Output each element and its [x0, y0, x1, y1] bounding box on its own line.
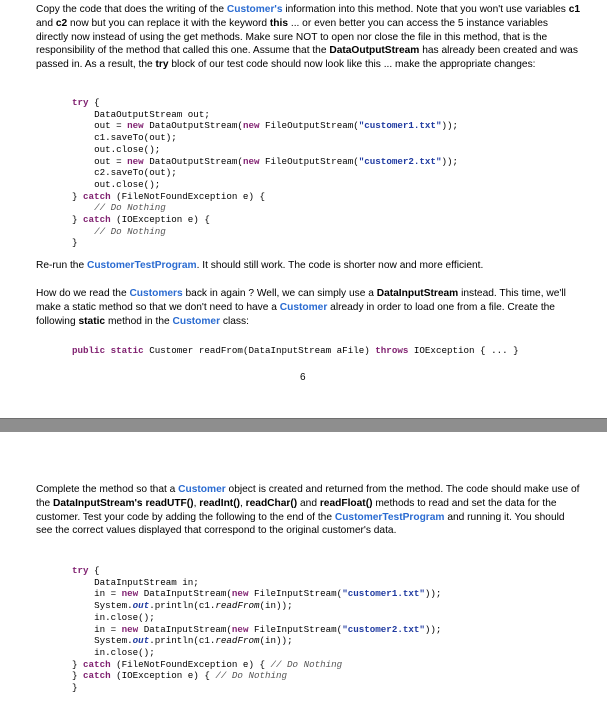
code-comment: // Do Nothing — [270, 658, 343, 670]
code-line: in.close(); — [94, 611, 155, 623]
class-name-customertestprogram: CustomerTestProgram — [334, 511, 445, 523]
code-line: in.close(); — [94, 646, 155, 658]
code-text: { — [88, 565, 100, 576]
text-run: block of our test code should now look like this ... make the appropriate changes: — [168, 59, 536, 71]
class-name-datainputstream: DataInputStream — [376, 288, 459, 299]
text-run: . It should still work. The code is shorter now and more efficient. — [196, 260, 484, 271]
complete-method-paragraph — [36, 483, 581, 538]
class-name-customers: Customers — [129, 288, 183, 299]
text-run: object is created and returned from the method. The code should make use of the — [36, 484, 580, 509]
code-keyword: static — [110, 345, 144, 356]
code-method-signature — [72, 345, 519, 357]
text-run: back in again ? Well, we can simply use a — [182, 288, 377, 299]
method-readfloat: readFloat() — [319, 497, 373, 509]
document-page-7 — [0, 432, 607, 701]
code-text: )); — [424, 588, 442, 600]
code-string: "customer2.txt" — [342, 623, 425, 635]
text-run: now but you can replace it with the keyword — [67, 17, 270, 29]
class-name-datainputstream: DataInputStream's — [53, 497, 143, 509]
code-keyword: new — [127, 155, 144, 167]
code-text: )); — [424, 623, 442, 635]
code-text: (FileNotFoundException e) { — [110, 190, 265, 202]
code-text: out = — [94, 120, 128, 132]
code-comment: // Do Nothing — [94, 202, 166, 214]
code-text: .println(c1. — [149, 635, 216, 647]
code-method: readFrom — [215, 635, 260, 647]
code-text: FileOutputStream( — [259, 120, 359, 132]
text-run: instead. This time, we'll make a static method so that we don't need to have a — [36, 288, 566, 313]
code-string: "customer1.txt" — [358, 120, 442, 132]
code-keyword: public — [72, 345, 106, 356]
code-comment: // Do Nothing — [94, 225, 166, 237]
text-run: and — [297, 497, 320, 509]
code-keyword: catch — [83, 658, 111, 670]
text-run: class: — [220, 315, 249, 327]
class-name-customer: Customer's — [226, 4, 283, 15]
code-text: in = — [94, 623, 122, 635]
code-text: FileOutputStream( — [259, 155, 359, 167]
code-text: Customer readFrom(DataInputStream aFile) — [143, 345, 376, 356]
code-string: "customer2.txt" — [358, 155, 442, 167]
code-method: readFrom — [215, 600, 260, 612]
code-text: )); — [441, 155, 458, 167]
code-text: IOException { ... } — [408, 345, 519, 356]
variable-c1: c1 — [568, 4, 581, 15]
code-text: } — [72, 214, 78, 226]
read-back-paragraph — [36, 287, 581, 328]
code-text: } — [72, 190, 78, 202]
text-run: Re-run the — [36, 260, 87, 271]
code-text: } — [72, 237, 78, 249]
code-text: (IOException e) { — [110, 214, 210, 226]
text-run: , — [193, 497, 200, 509]
code-keyword: new — [231, 623, 249, 635]
code-line: out.close(); — [94, 143, 161, 155]
code-block-write — [72, 97, 458, 249]
code-text: (in)); — [259, 635, 293, 647]
code-keyword: try — [72, 565, 89, 576]
text-run: information into this method. Note that you won't use variables — [282, 4, 569, 15]
code-keyword: catch — [83, 214, 111, 226]
text-run: , — [239, 497, 246, 509]
code-field: out — [132, 600, 150, 612]
code-keyword: new — [127, 120, 144, 132]
code-text: } — [72, 670, 78, 682]
text-run: methods to read and set the data for the customer. Test your code by adding the following to the end of the — [36, 497, 557, 523]
class-name-customertestprogram: CustomerTestProgram — [86, 260, 197, 271]
text-run: and running it. You should see the correct values displayed that correspond to the original customer's data. — [36, 511, 565, 537]
code-text: System. — [94, 600, 133, 612]
code-text: (IOException e) { — [110, 670, 216, 682]
code-string: "customer1.txt" — [342, 588, 425, 600]
class-name-dataoutputstream: DataOutputStream — [329, 45, 420, 57]
code-text: FileInputStream( — [248, 623, 343, 635]
keyword-static: static — [78, 315, 106, 327]
text-run: and — [36, 17, 56, 29]
code-text: DataOutputStream( — [143, 120, 243, 132]
code-text: DataInputStream( — [138, 623, 232, 635]
class-name-customer: Customer — [279, 301, 328, 313]
code-line: DataOutputStream out; — [94, 108, 210, 120]
code-text: System. — [94, 635, 133, 647]
code-keyword: new — [121, 623, 139, 635]
code-line: c2.saveTo(out); — [94, 167, 177, 179]
code-text: } — [72, 658, 78, 670]
class-name-customer: Customer — [172, 315, 221, 327]
code-line: out.close(); — [94, 178, 161, 190]
code-keyword: new — [231, 588, 249, 600]
code-line: DataInputStream in; — [94, 576, 199, 588]
keyword-try: try — [155, 59, 169, 71]
code-text: (FileNotFoundException e) { — [110, 658, 271, 670]
code-text: { — [88, 97, 100, 108]
method-readchar: readChar() — [245, 497, 298, 509]
code-text: (in)); — [259, 600, 293, 612]
page-number: 6 — [300, 372, 306, 383]
method-readint: readInt() — [199, 497, 240, 509]
code-keyword: throws — [375, 345, 409, 356]
code-keyword: new — [242, 120, 260, 132]
code-text: FileInputStream( — [248, 588, 343, 600]
text-run: has already been created and was passed in. As a result, the — [36, 45, 578, 71]
code-field: out — [132, 635, 150, 647]
code-text: out = — [94, 155, 128, 167]
text-run: Complete the method so that a — [36, 484, 179, 495]
code-block-read — [72, 565, 441, 694]
text-run: Copy the code that does the writing of the — [36, 4, 227, 15]
text-run: ... or even better you can access the 5 instance variables directly now instead of using the get methods. Make sure NOT to open nor close the file in this method, that is the responsibility of the method that called this one. Assume that the — [36, 17, 548, 57]
code-text: .println(c1. — [149, 600, 216, 612]
code-text: in = — [94, 588, 122, 600]
code-keyword: catch — [83, 190, 111, 202]
text-run: already in order to load one from a file. Create the following — [36, 301, 555, 327]
code-keyword: new — [242, 155, 260, 167]
rerun-paragraph — [36, 259, 581, 273]
page-separator — [0, 418, 607, 433]
variable-c2: c2 — [55, 17, 68, 29]
class-name-customer: Customer — [178, 484, 226, 495]
code-text: DataOutputStream( — [143, 155, 243, 167]
code-line: c1.saveTo(out); — [94, 132, 177, 144]
text-run: How do we read the — [36, 288, 130, 299]
code-keyword: new — [121, 588, 139, 600]
intro-paragraph — [36, 3, 581, 72]
code-text: } — [72, 682, 78, 694]
code-keyword: catch — [83, 670, 111, 682]
code-comment: // Do Nothing — [215, 670, 288, 682]
code-text: )); — [441, 120, 458, 132]
method-readutf: readUTF() — [145, 497, 194, 509]
text-run: method in the — [105, 315, 173, 327]
code-keyword: try — [72, 97, 89, 108]
code-text: DataInputStream( — [138, 588, 232, 600]
keyword-this: this — [269, 17, 289, 29]
